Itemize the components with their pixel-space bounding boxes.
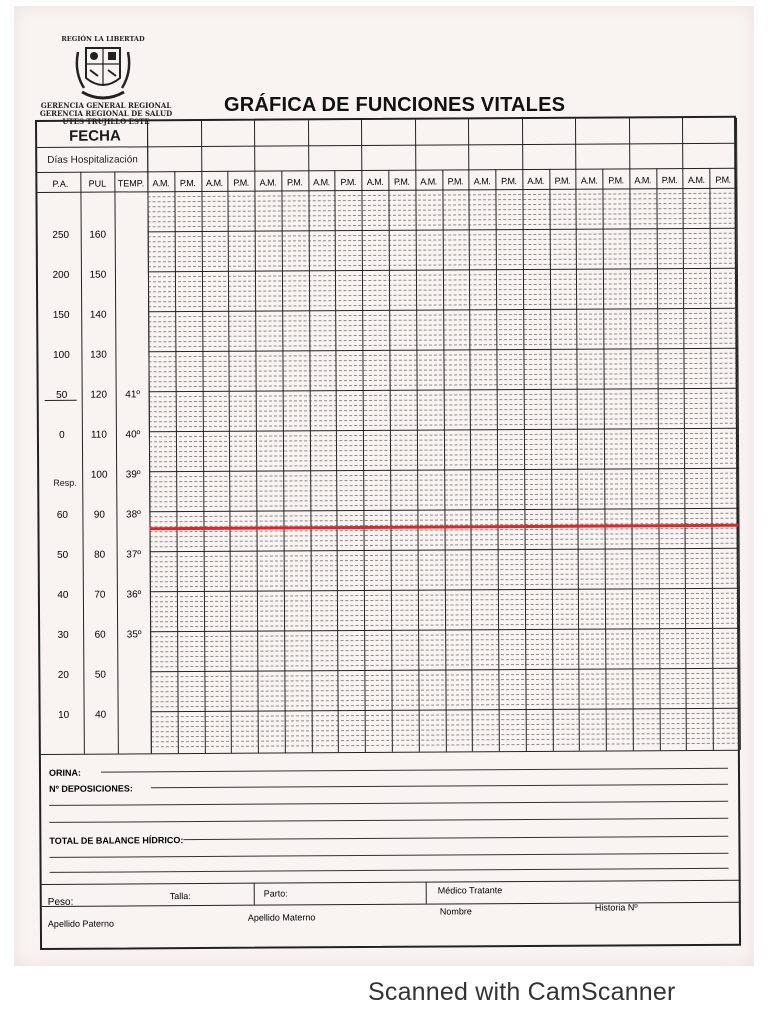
pa-scale-value: 150 (52, 309, 70, 321)
pa-scale-value: 200 (52, 269, 70, 281)
footer-line (50, 868, 729, 873)
apellido-materno-label: Apellido Materno (247, 912, 316, 923)
pa-scale-value: 30 (57, 629, 69, 641)
pul-scale-value: 100 (90, 469, 108, 481)
am-header: A.M. (420, 176, 437, 187)
chart-bottom-line (41, 750, 740, 755)
pm-header: P.M. (340, 177, 356, 188)
pul-scale-value: 160 (89, 229, 107, 241)
resp-label: Resp. (53, 477, 77, 488)
am-header: A.M. (687, 174, 705, 186)
pul-scale-value: 90 (93, 509, 106, 521)
am-header: A.M. (259, 177, 277, 188)
grid-hline (37, 168, 736, 173)
pm-header: P.M. (715, 174, 731, 185)
pm-header: P.M. (394, 176, 410, 187)
pa-scale-value: 20 (57, 669, 69, 681)
am-header: A.M. (313, 177, 330, 188)
pul-scale-value: 140 (89, 309, 107, 321)
pa-scale-value: 40 (57, 589, 69, 601)
hospital-days-label: Días Hospitalización (47, 154, 138, 166)
info-box-top (42, 880, 741, 885)
peso-label: Peso: (47, 896, 74, 908)
pm-header: P.M. (286, 177, 303, 188)
org-line: UTES TRUJILLO ESTE (62, 117, 150, 126)
pa-scale-value: 50 (57, 549, 69, 561)
grid-vline (80, 172, 85, 754)
deposiciones-label: Nº DEPOSICIONES: (49, 783, 133, 794)
pm-header: P.M. (179, 178, 196, 189)
temp-scale-value: 41º (125, 389, 141, 401)
pm-header: P.M. (554, 175, 571, 186)
seal-text: REGIÓN LA LIBERTAD (61, 35, 145, 43)
grid-hline (37, 188, 736, 193)
temp-scale-value: 37º (126, 549, 142, 561)
talla-label: Talla: (169, 891, 191, 902)
am-header: A.M. (580, 175, 598, 186)
am-header: A.M. (206, 177, 223, 188)
temp-scale-value: 39º (125, 469, 141, 481)
vital-signs-form (35, 116, 741, 950)
historia-label: Historia Nº (594, 902, 638, 913)
pa-scale-value: 10 (58, 709, 70, 721)
am-header: A.M. (527, 175, 544, 186)
temp-scale-value: 38º (125, 509, 141, 521)
pa-scale-value: 250 (52, 229, 70, 241)
am-header: A.M. (634, 175, 651, 186)
regional-seal-logo (61, 30, 145, 106)
apellido-paterno-label: Apellido Paterno (47, 918, 114, 929)
grid-hline (37, 143, 736, 148)
pm-header: P.M. (233, 177, 249, 188)
pul-scale-value: 80 (94, 549, 106, 561)
pul-scale-value: 40 (95, 709, 107, 721)
deposiciones-line (151, 784, 728, 789)
am-header: A.M. (366, 176, 384, 187)
pm-header: P.M. (608, 175, 624, 186)
am-header: A.M. (152, 178, 170, 189)
orina-line (101, 768, 728, 773)
pa-scale-value: 0 (59, 429, 65, 441)
balance-label: TOTAL DE BALANCE HÍDRICO: (49, 835, 184, 846)
am-header: A.M. (473, 176, 491, 187)
temp-scale-value: 36º (126, 589, 142, 601)
orina-label: ORINA: (48, 767, 82, 778)
parto-label: Parto: (263, 888, 288, 899)
pm-header: P.M. (447, 176, 463, 187)
pul-scale-value: 110 (90, 429, 107, 441)
nombre-label: Nombre (439, 906, 472, 917)
pul-scale-value: 150 (89, 269, 107, 281)
pul-scale-value: 50 (94, 669, 106, 681)
scanner-watermark: Scanned with CamScanner (368, 978, 676, 1006)
form-title: GRÁFICA DE FUNCIONES VITALES (224, 94, 566, 116)
pa-scale-value: 50 (56, 389, 68, 401)
org-line: GERENCIA REGIONAL DE SALUD (39, 109, 173, 118)
pm-header: P.M. (661, 175, 678, 186)
grid-lines (37, 118, 734, 122)
temp-scale-value: 35º (126, 629, 142, 641)
footer-line (49, 818, 728, 823)
fecha-label: FECHA (69, 127, 121, 145)
pul-scale-value: 60 (94, 629, 106, 641)
pul-scale-value: 70 (94, 589, 106, 601)
pul-column-header: PUL (88, 178, 107, 189)
footer-line (50, 853, 729, 858)
pul-scale-value: 120 (90, 389, 108, 401)
org-line: GERENCIA GENERAL REGIONAL (40, 101, 172, 110)
info-box-divider (426, 882, 427, 904)
temp-column-header: TEMP. (117, 178, 145, 189)
medico-label: Médico Tratante (437, 885, 503, 896)
grid-vline (114, 172, 119, 754)
pm-header: P.M. (501, 176, 517, 187)
info-box-divider (254, 883, 255, 905)
temp-scale-value: 40º (125, 429, 141, 441)
pa-scale-value: 60 (56, 509, 69, 521)
balance-line (183, 836, 728, 840)
footer-line (49, 801, 728, 806)
pa-scale-value: 100 (53, 349, 70, 361)
pa-column-header: P.A. (52, 178, 69, 189)
pul-scale-value: 130 (90, 349, 107, 361)
